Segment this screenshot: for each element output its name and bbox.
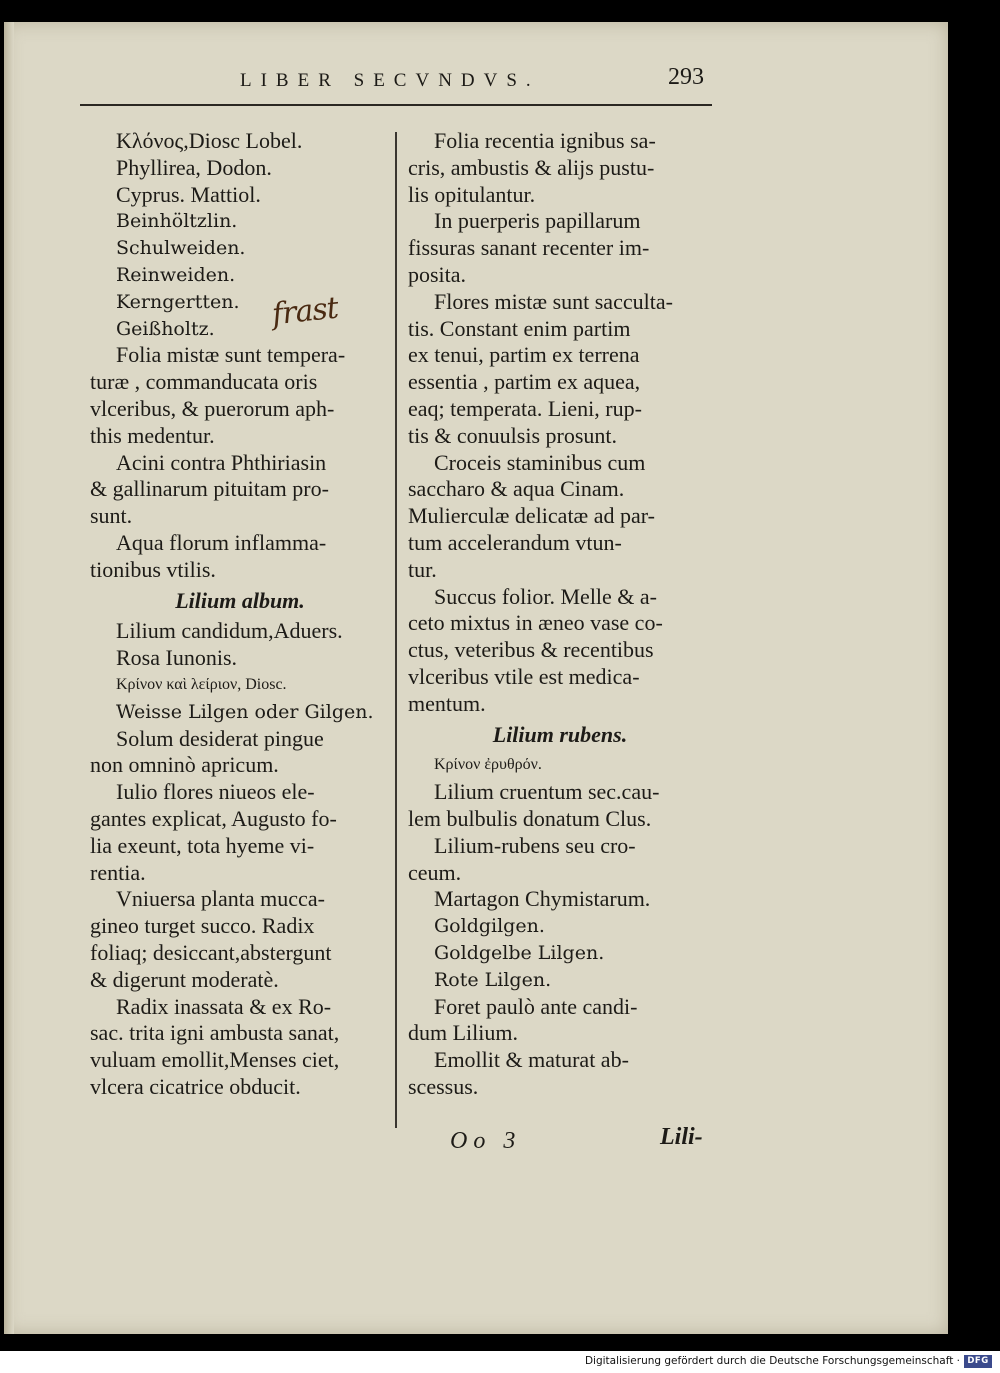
text-line: lem bulbulis donatum Clus. xyxy=(408,805,652,831)
text-line: & gallinarum pituitam pro- xyxy=(90,476,329,502)
text-line: vlceribus, & puerorum aph- xyxy=(90,395,335,421)
handwritten-annotation: frast xyxy=(270,290,340,333)
text-line: lia exeunt, tota hyeme vi- xyxy=(90,832,315,858)
text-line: tur. xyxy=(408,556,437,582)
text-line: Phyllirea, Dodon. xyxy=(116,154,272,180)
text-line: Beinhöltzlin. xyxy=(116,210,238,233)
text-line: vlcera cicatrice obducit. xyxy=(90,1073,301,1099)
text-line: foliaq; desiccant,abstergunt xyxy=(90,939,332,965)
credit-text: Digitalisierung gefördert durch die Deutsche Forschungsgemeinschaft · xyxy=(584,1355,960,1367)
text-line: Κλόνος,Diosc Lobel. xyxy=(116,128,303,153)
column-divider xyxy=(395,132,397,1128)
credit-bar xyxy=(0,1351,1000,1373)
text-line: Κρίνον ἐρυθρόν. xyxy=(434,756,542,774)
text-line: scessus. xyxy=(408,1073,479,1099)
text-line: posita. xyxy=(408,261,467,287)
text-line: cris, ambustis & alijs pustu- xyxy=(408,154,655,180)
text-line: Κρίνον καὶ λείριον, Diosc. xyxy=(116,675,287,693)
text-line: eaq; temperata. Lieni, rup- xyxy=(408,395,642,421)
text-line: Reinweiden. xyxy=(116,263,236,286)
text-line: vlceribus vtile est medica- xyxy=(408,663,640,689)
text-line: Weisse Lilgen oder Gilgen. xyxy=(116,700,374,723)
header-rule xyxy=(80,104,712,106)
catchword: Lili- xyxy=(660,1124,703,1150)
dfg-logo: DFG xyxy=(964,1355,992,1368)
text-line: tum accelerandum vtun- xyxy=(408,529,622,555)
text-line: fissuras sanant recenter im- xyxy=(408,235,650,261)
text-line: dum Lilium. xyxy=(408,1020,518,1046)
text-line: In puerperis papillarum xyxy=(434,208,641,234)
text-line: & digerunt moderatè. xyxy=(90,966,279,992)
text-line: Radix inassata & ex Ro- xyxy=(116,993,332,1019)
text-line: Foret paulò ante candi- xyxy=(434,993,638,1019)
text-line: this medentur. xyxy=(90,422,215,448)
text-line: gantes explicat, Augusto fo- xyxy=(90,805,337,831)
text-line: Emollit & maturat ab- xyxy=(434,1047,629,1073)
text-line: lis opitulantur. xyxy=(408,181,536,207)
text-line: Goldgilgen. xyxy=(434,915,545,938)
text-line: Martagon Chymistarum. xyxy=(434,886,651,912)
text-line: ceto mixtus in æneo vase co- xyxy=(408,610,663,636)
text-line: Iulio flores niueos ele- xyxy=(116,779,315,805)
text-line: Kerngertten. xyxy=(116,290,240,313)
text-line: ceum. xyxy=(408,859,462,885)
text-line: Solum desiderat pingue xyxy=(116,725,324,751)
page-edge xyxy=(4,22,14,1334)
text-line: rentia. xyxy=(90,859,146,885)
text-line: Flores mistæ sunt sacculta- xyxy=(434,288,673,314)
text-line: Cyprus. Mattiol. xyxy=(116,181,261,207)
text-line: Croceis staminibus cum xyxy=(434,449,646,475)
text-line: Geißholtz. xyxy=(116,317,215,340)
text-line: tionibus vtilis. xyxy=(90,556,216,582)
text-line: Lilium-rubens seu cro- xyxy=(434,832,636,858)
text-line: Schulweiden. xyxy=(116,237,246,260)
section-heading: Lilium album. xyxy=(175,587,305,613)
text-line: tis. Constant enim partim xyxy=(408,315,631,341)
text-line: vuluam emollit,Menses ciet, xyxy=(90,1047,340,1073)
text-line: essentia , partim ex aquea, xyxy=(408,369,641,395)
text-line: Lilium cruentum sec.cau- xyxy=(434,779,660,805)
text-line: turæ , commanducata oris xyxy=(90,369,318,395)
text-line: Succus folior. Melle & a- xyxy=(434,583,658,609)
text-line: Rote Lilgen. xyxy=(434,968,552,991)
text-line: ctus, veteribus & recentibus xyxy=(408,637,654,663)
text-line: Folia recentia ignibus sa- xyxy=(434,128,656,153)
text-line: saccharo & aqua Cinam. xyxy=(408,476,625,502)
text-line: non omninò apricum. xyxy=(90,752,279,778)
text-line: Acini contra Phthiriasin xyxy=(116,449,327,475)
text-line: ex tenui, partim ex terrena xyxy=(408,342,640,368)
right-column xyxy=(408,128,712,1101)
section-heading: Lilium rubens. xyxy=(492,721,628,747)
text-line: Lilium candidum,Aduers. xyxy=(116,618,343,644)
text-line: Vniuersa planta mucca- xyxy=(116,886,325,912)
text-line: sunt. xyxy=(90,503,133,529)
left-column xyxy=(90,128,390,1101)
text-line: Mulierculæ delicatæ ad par- xyxy=(408,503,655,529)
text-line: Rosa Iunonis. xyxy=(116,645,237,671)
text-line: gineo turget succo. Radix xyxy=(90,913,315,939)
text-line: Folia mistæ sunt tempera- xyxy=(116,342,346,368)
text-line: sac. trita igni ambusta sanat, xyxy=(90,1020,340,1046)
text-line: mentum. xyxy=(408,690,486,716)
page-number: 293 xyxy=(668,64,704,90)
running-head: LIBER SECVNDVS. xyxy=(240,70,540,91)
signature-mark: Oo 3 xyxy=(450,1128,522,1154)
text-line: tis & conuulsis prosunt. xyxy=(408,422,618,448)
text-line: Aqua florum inflamma- xyxy=(116,529,327,555)
text-line: Goldgelbe Lilgen. xyxy=(434,941,605,964)
